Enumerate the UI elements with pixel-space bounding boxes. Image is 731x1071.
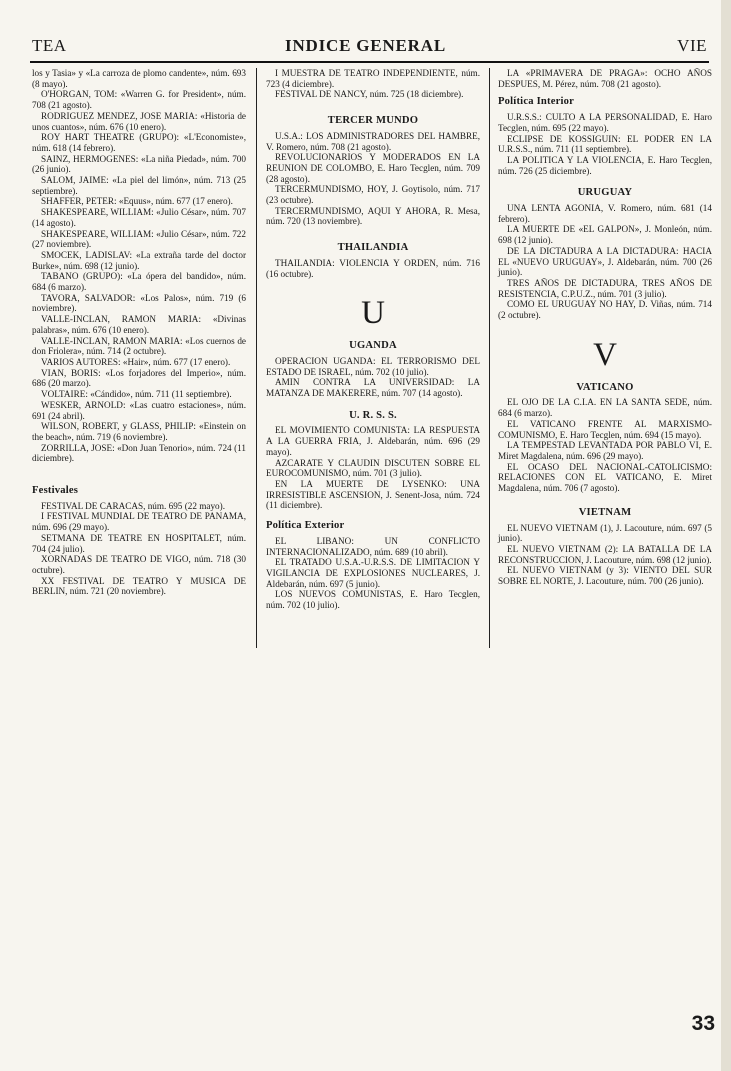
index-entry: TRES AÑOS DE DICTADURA, TRES AÑOS DE RESISTENCIA, C.P.U.Z., núm. 701 (3 julio). bbox=[498, 277, 712, 299]
index-entry: UNA LENTA AGONIA, V. Romero, núm. 681 (14 febrero). bbox=[498, 203, 712, 224]
section-heading-uruguay: URUGUAY bbox=[577, 187, 633, 199]
index-entry: COMO EL URUGUAY NO HAY, D. Viñas, núm. 714 (2 octubre). bbox=[498, 299, 712, 321]
index-entry: los y Tasia» y «La carroza de plomo candente», núm. 693 (8 mayo). bbox=[32, 68, 246, 89]
index-column-1 bbox=[32, 68, 246, 597]
index-entry: SHAKESPEARE, WILLIAM: «Julio César», núm. 722 (27 noviembre). bbox=[32, 228, 246, 250]
index-entry: EL OCASO DEL NACIONAL-CATOLICISMO: RELACIONES CON EL VATICANO, E. Miret Magdalena, núm. 706 (7 agosto). bbox=[498, 461, 712, 494]
index-column-2 bbox=[266, 68, 480, 611]
index-entry: VOLTAIRE: «Cándido», núm. 711 (11 septiembre). bbox=[41, 389, 232, 400]
section-heading-tercer-mundo: TERCER MUNDO bbox=[327, 115, 419, 127]
index-entry: VARIOS AUTORES: «Hair», núm. 677 (17 enero). bbox=[41, 356, 231, 367]
index-entry: ZORRILLA, JOSE: «Don Juan Tenorio», núm. 724 (11 diciembre). bbox=[32, 442, 246, 464]
entry-list bbox=[266, 131, 480, 227]
entry-list bbox=[498, 203, 712, 321]
index-column-3 bbox=[498, 68, 712, 587]
index-entry: XX FESTIVAL DE TEATRO Y MUSICA DE BERLIN, núm. 721 (20 noviembre). bbox=[32, 575, 246, 597]
index-entry: RODRIGUEZ MENDEZ, JOSE MARIA: «Historia de unos cuantos», núm. 676 (10 enero). bbox=[32, 110, 246, 132]
index-entry: OPERACION UGANDA: EL TERRORISMO DEL ESTADO DE ISRAEL, núm. 702 (10 julio). bbox=[266, 355, 480, 377]
index-entry: AZCARATE Y CLAUDIN DISCUTEN SOBRE EL EUROCOMUNISMO, núm. 701 (3 julio). bbox=[266, 457, 480, 479]
header-rule bbox=[30, 61, 709, 63]
index-entry: ROY HART THEATRE (GRUPO): «L'Economiste», núm. 618 (14 febrero). bbox=[32, 132, 246, 153]
index-entry: ECLIPSE DE KOSSIGUIN: EL PODER EN LA U.R.S.S., núm. 711 (11 septiembre). bbox=[498, 133, 712, 155]
index-entry: EL TRATADO U.S.A.-U.R.S.S. DE LIMITACION Y VIGILANCIA DE EXPLOSIONES NUCLEARES, J. Aldebarán, núm. 697 (5 junio). bbox=[266, 557, 480, 589]
index-entry: EN LA MUERTE DE LYSENKO: UNA IRRESISTIBLE ASCENSION, J. Senent-Josa, núm. 724 (11 diciembre). bbox=[266, 478, 480, 511]
alphabet-letter-v: V bbox=[593, 336, 617, 373]
index-entry: I FESTIVAL MUNDIAL DE TEATRO DE PANAMA, núm. 696 (29 mayo). bbox=[32, 511, 246, 533]
index-entry: WILSON, ROBERT, y GLASS, PHILIP: «Einstein on the beach», núm. 719 (6 noviembre). bbox=[32, 421, 246, 442]
index-entry: TABANO (GRUPO): «La ópera del bandido», núm. 684 (6 marzo). bbox=[32, 271, 246, 293]
entry-list bbox=[498, 523, 712, 587]
index-entry: SAINZ, HERMOGENES: «La niña Piedad», núm. 700 (26 junio). bbox=[32, 153, 246, 175]
section-heading-thailandia: THAILANDIA bbox=[337, 242, 409, 254]
index-entry: LOS NUEVOS COMUNISTAS, E. Haro Tecglen, núm. 702 (10 julio). bbox=[266, 589, 480, 611]
index-entry: FESTIVAL DE CARACAS, núm. 695 (22 mayo). bbox=[41, 500, 226, 511]
index-entry: SETMANA DE TEATRE EN HOSPITALET, núm. 704 (24 julio). bbox=[32, 532, 246, 554]
index-entry: U.S.A.: LOS ADMINISTRADORES DEL HAMBRE, V. Romero, núm. 708 (21 agosto). bbox=[266, 130, 480, 152]
index-entry: XORNADAS DE TEATRO DE VIGO, núm. 718 (30 octubre). bbox=[32, 554, 246, 575]
section-heading-politica-interior: Política Interior bbox=[498, 96, 575, 108]
index-entry: SHAFFER, PETER: «Equus», núm. 677 (17 enero). bbox=[41, 196, 233, 207]
index-entry: EL MOVIMIENTO COMUNISTA: LA RESPUESTA A LA GUERRA FRIA, J. Aldebarán, núm. 696 (29 mayo). bbox=[266, 425, 480, 457]
index-entry: REVOLUCIONARIOS Y MODERADOS EN LA REUNION DE COLOMBO, E. Haro Tecglen, núm. 709 (28 agosto). bbox=[266, 152, 480, 184]
section-heading-vaticano: VATICANO bbox=[576, 381, 634, 393]
index-entry: EL VATICANO FRENTE AL MARXISMO-COMUNISMO, E. Haro Tecglen, núm. 694 (15 mayo). bbox=[498, 418, 712, 440]
entry-list bbox=[266, 536, 480, 611]
index-entry: LA «PRIMAVERA DE PRAGA»: OCHO AÑOS DESPUES, M. Pérez, núm. 708 (21 agosto). bbox=[498, 68, 712, 89]
index-entry: WESKER, ARNOLD: «Las cuatro estaciones», núm. 691 (24 abril). bbox=[32, 399, 246, 421]
index-entry: EL NUEVO VIETNAM (1), J. Lacouture, núm. 697 (5 junio). bbox=[498, 522, 712, 544]
index-entry: U.R.S.S.: CULTO A LA PERSONALIDAD, E. Haro Tecglen, núm. 695 (22 mayo). bbox=[498, 112, 712, 133]
index-entry: EL OJO DE LA C.I.A. EN LA SANTA SEDE, núm. 684 (6 marzo). bbox=[498, 397, 712, 419]
index-entry: SALOM, JAIME: «La piel del limón», núm. 713 (25 septiembre). bbox=[32, 175, 246, 196]
section-heading-politica-exterior: Política Exterior bbox=[266, 520, 345, 532]
section-heading-uganda: UGANDA bbox=[349, 340, 397, 352]
index-entry: SMOCEK, LADISLAV: «La extraña tarde del doctor Burke», núm. 698 (12 junio). bbox=[32, 249, 246, 271]
entry-list bbox=[498, 68, 712, 89]
index-entry: EL LIBANO: UN CONFLICTO INTERNACIONALIZADO, núm. 689 (10 abril). bbox=[266, 535, 480, 557]
page-number: 33 bbox=[691, 1012, 715, 1035]
index-entry: SHAKESPEARE, WILLIAM: «Julio César», núm. 707 (14 agosto). bbox=[32, 207, 246, 228]
index-entry: LA POLITICA Y LA VIOLENCIA, E. Haro Tecglen, núm. 726 (25 diciembre). bbox=[498, 154, 712, 176]
running-head-title: INDICE GENERAL bbox=[285, 36, 446, 55]
index-entry: I MUESTRA DE TEATRO INDEPENDIENTE, núm. 723 (4 diciembre). bbox=[266, 68, 480, 89]
entry-list bbox=[266, 258, 480, 279]
entry-list bbox=[498, 112, 712, 176]
index-entry: TERCERMUNDISMO, HOY, J. Goytisolo, núm. 717 (23 octubre). bbox=[266, 184, 480, 206]
index-entry: DE LA DICTADURA A LA DICTADURA: HACIA EL «NUEVO URUGUAY», J. Aldebarán, núm. 700 (26 junio). bbox=[498, 245, 712, 278]
section-heading-urss: U. R. S. S. bbox=[349, 409, 397, 421]
entry-list bbox=[32, 68, 246, 464]
index-entry: TAVORA, SALVADOR: «Los Palos», núm. 719 (6 noviembre). bbox=[32, 292, 246, 314]
index-entry: LA TEMPESTAD LEVANTADA POR PABLO VI, E. Miret Magdalena, núm. 696 (29 mayo). bbox=[498, 440, 712, 461]
entry-list bbox=[266, 425, 480, 511]
index-entry: THAILANDIA: VIOLENCIA Y ORDEN, núm. 716 (16 octubre). bbox=[266, 257, 480, 279]
index-entry: O'HORGAN, TOM: «Warren G. for President», núm. 708 (21 agosto). bbox=[32, 89, 246, 111]
entry-list bbox=[32, 501, 246, 597]
index-entry: LA MUERTE DE «EL GALPON», J. Monleón, núm. 698 (12 junio). bbox=[498, 224, 712, 246]
index-entry: VALLE-INCLAN, RAMON MARIA: «Los cuernos de don Friolera», núm. 714 (2 octubre). bbox=[32, 335, 246, 357]
entry-list bbox=[266, 68, 480, 100]
alphabet-letter-u: U bbox=[361, 295, 385, 332]
entry-list bbox=[498, 397, 712, 493]
running-head-right: VIE bbox=[677, 36, 707, 55]
index-entry: FESTIVAL DE NANCY, núm. 725 (18 diciembre). bbox=[275, 89, 464, 100]
entry-list bbox=[266, 356, 480, 399]
index-entry: TERCERMUNDISMO, AQUI Y AHORA, R. Mesa, núm. 720 (13 noviembre). bbox=[266, 205, 480, 227]
section-heading-festivales: Festivales bbox=[32, 485, 79, 497]
running-head-left: TEA bbox=[32, 36, 67, 55]
index-entry: EL NUEVO VIETNAM (2): LA BATALLA DE LA RECONSTRUCCION, J. Lacouture, núm. 698 (12 junio). bbox=[498, 543, 712, 565]
page-edge bbox=[721, 0, 731, 1071]
section-heading-vietnam: VIETNAM bbox=[578, 506, 632, 518]
column-divider bbox=[489, 68, 490, 648]
index-entry: VALLE-INCLAN, RAMON MARIA: «Divinas palabras», núm. 676 (10 enero). bbox=[32, 314, 246, 335]
index-entry: AMIN CONTRA LA UNIVERSIDAD: LA MATANZA DE MAKERERE, núm. 707 (14 agosto). bbox=[266, 377, 480, 399]
index-entry: EL NUEVO VIETNAM (y 3): VIENTO DEL SUR SOBRE EL NORTE, J. Lacouture, núm. 700 (26 junio). bbox=[498, 565, 712, 587]
column-divider bbox=[256, 68, 257, 648]
index-entry: VIAN, BORIS: «Los forjadores del Imperio», núm. 686 (20 marzo). bbox=[32, 367, 246, 389]
